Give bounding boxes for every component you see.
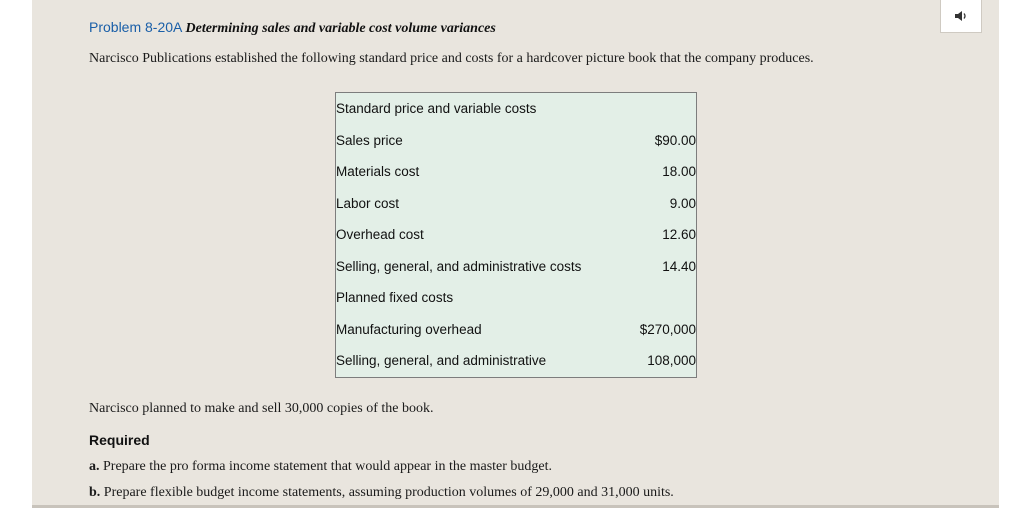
row-label: Overhead cost <box>336 227 424 243</box>
requirement-letter: b. <box>89 485 101 500</box>
table-row <box>336 345 697 377</box>
row-value: $270,000 <box>639 321 696 337</box>
intro-text: Narcisco Publications established the following standard price and costs for a hardcover picture book that the company produces. <box>89 51 814 66</box>
speaker-icon <box>954 10 968 22</box>
table-row <box>336 219 697 251</box>
row-label: Materials cost <box>336 164 420 180</box>
row-value: 108,000 <box>629 345 697 377</box>
row-value: 9.00 <box>669 195 696 211</box>
row-label: Manufacturing overhead <box>336 321 482 337</box>
table-row <box>336 282 697 314</box>
problem-title: Determining sales and variable cost volume variances <box>185 21 496 36</box>
required-heading: Required <box>89 432 150 448</box>
table-row <box>336 125 697 157</box>
table-row <box>336 188 697 220</box>
table-row <box>336 314 697 346</box>
requirement-a <box>89 459 552 475</box>
row-value: 12.60 <box>662 227 696 243</box>
row-value: 18.00 <box>662 164 696 180</box>
row-label: Selling, general, and administrative <box>336 345 629 377</box>
requirement-letter: a. <box>89 459 100 474</box>
section-header: Standard price and variable costs <box>336 101 537 117</box>
cost-table <box>335 92 697 378</box>
table-row <box>336 156 697 188</box>
problem-number: Problem 8-20A <box>89 19 182 35</box>
row-label: Sales price <box>336 132 403 148</box>
row-value: $90.00 <box>654 132 696 148</box>
plan-text: Narcisco planned to make and sell 30,000 copies of the book. <box>89 401 434 416</box>
audio-button[interactable] <box>940 0 982 33</box>
problem-heading <box>89 19 496 37</box>
requirement-text: Prepare the pro forma income statement that would appear in the master budget. <box>103 459 553 474</box>
table-row <box>336 251 697 283</box>
table-row <box>336 93 697 125</box>
requirement-text: Prepare flexible budget income statements, assuming production volumes of 29,000 and 31,000 units. <box>103 485 674 500</box>
section-header: Planned fixed costs <box>336 290 454 306</box>
row-label: Selling, general, and administrative costs <box>336 258 582 274</box>
row-label: Labor cost <box>336 195 400 211</box>
row-value: 14.40 <box>662 258 696 274</box>
requirement-b <box>89 485 674 501</box>
